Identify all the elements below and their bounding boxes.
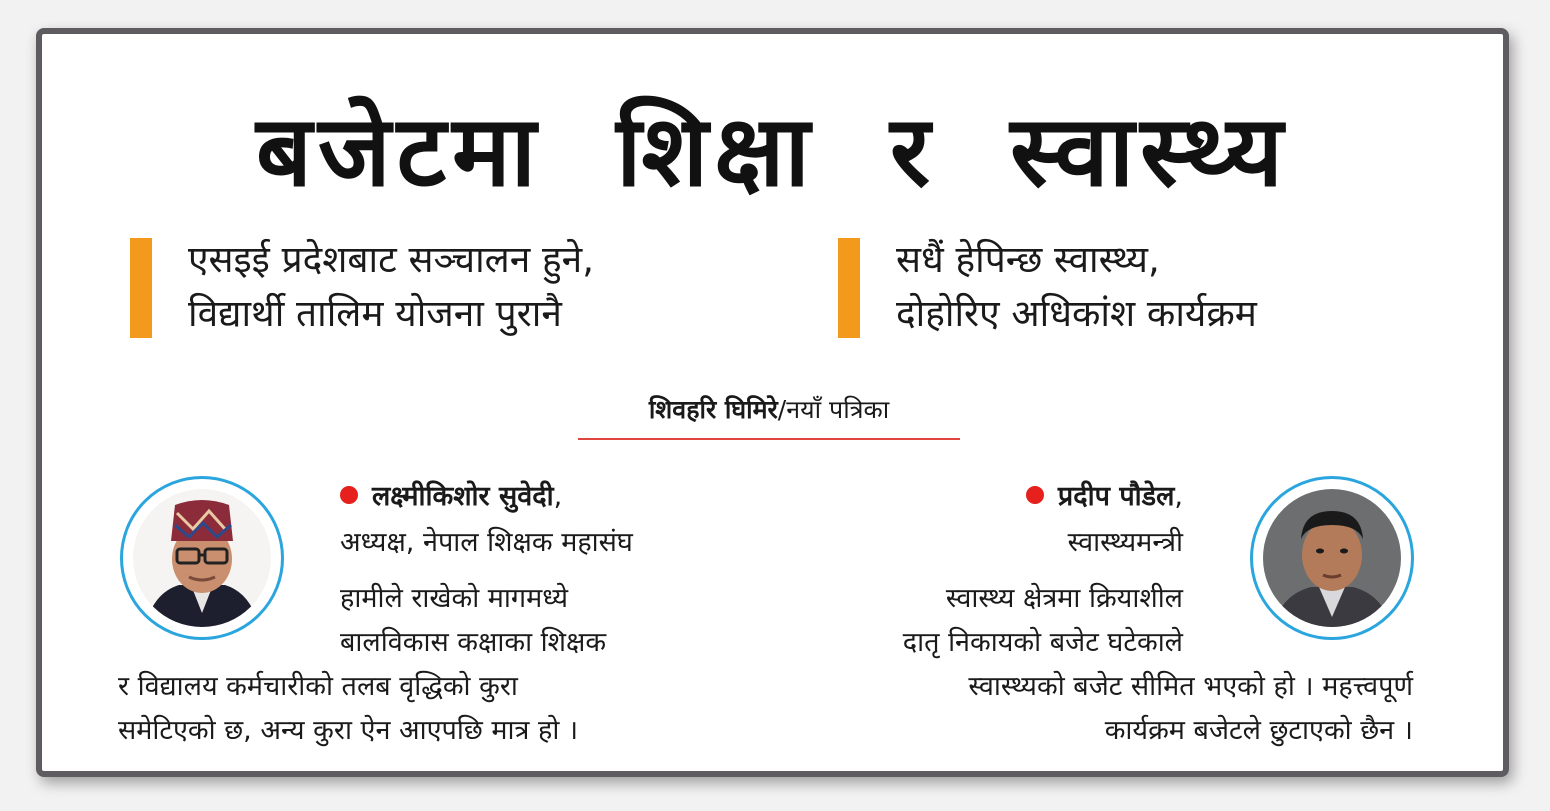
portrait-man-topi-icon: [133, 489, 271, 627]
deck-right-line-1: सधैं हेपिन्छ स्वास्थ्य,: [896, 238, 1160, 281]
quote-right-line-1: स्वास्थ्य क्षेत्रमा क्रियाशील: [945, 583, 1183, 614]
quote-right-name-line: [1026, 478, 1183, 516]
quote-left-role: अध्यक्ष, नेपाल शिक्षक महासंघ: [340, 527, 633, 558]
deck-right: [838, 232, 1458, 342]
deck-accent-bar: [838, 238, 860, 338]
bullet-dot-icon: [1026, 486, 1044, 504]
deck-accent-bar: [130, 238, 152, 338]
quote-right-line-3: स्वास्थ्यको बजेट सीमित भएको हो । महत्त्वपूर्ण: [968, 671, 1413, 702]
quote-right-name-suffix: ,: [1174, 481, 1183, 512]
quote-right-role: स्वास्थ्यमन्त्री: [1067, 527, 1183, 558]
bullet-dot-icon: [340, 486, 358, 504]
quote-left-name-line: [340, 478, 562, 516]
quote-left-line-3: र विद्यालय कर्मचारीको तलब वृद्धिको कुरा: [118, 671, 518, 702]
deck-left-line-1: एसइई प्रदेशबाट सञ्चालन हुने,: [188, 238, 594, 281]
quote-left-name: लक्ष्मीकिशोर सुवेदी: [372, 481, 554, 512]
quote-left-line-4: समेटिएको छ, अन्य कुरा ऐन आएपछि मात्र हो ।: [118, 715, 579, 746]
deck-right-line-2: दोहोरिए अधिकांश कार्यक्रम: [896, 292, 1257, 335]
portrait-man-icon: [1263, 489, 1401, 627]
quote-right-line-2: दातृ निकायको बजेट घटेकाले: [902, 627, 1183, 658]
quote-left-name-suffix: ,: [553, 481, 563, 512]
quote-right-name: प्रदीप पौडेल: [1057, 481, 1175, 512]
byline-divider: [578, 438, 960, 440]
news-card: [36, 28, 1509, 777]
quote-left-line-2: बालविकास कक्षाका शिक्षक: [340, 627, 607, 658]
deck-left-line-2: विद्यार्थी तालिम योजना पुरानै: [188, 292, 562, 335]
byline-author: शिवहरि घिमिरे: [648, 395, 778, 424]
byline: [578, 390, 960, 430]
byline-source: /नयाँ पत्रिका: [777, 395, 890, 424]
deck-left: [130, 232, 750, 342]
quote-left-line-1: हामीले राखेको मागमध्ये: [340, 583, 569, 614]
headline: बजेटमा शिक्षा र स्वास्थ्य: [256, 95, 1289, 209]
avatar: [1250, 476, 1414, 640]
avatar: [120, 476, 284, 640]
quote-right-line-4: कार्यक्रम बजेटले छुटाएको छैन ।: [1104, 715, 1413, 746]
